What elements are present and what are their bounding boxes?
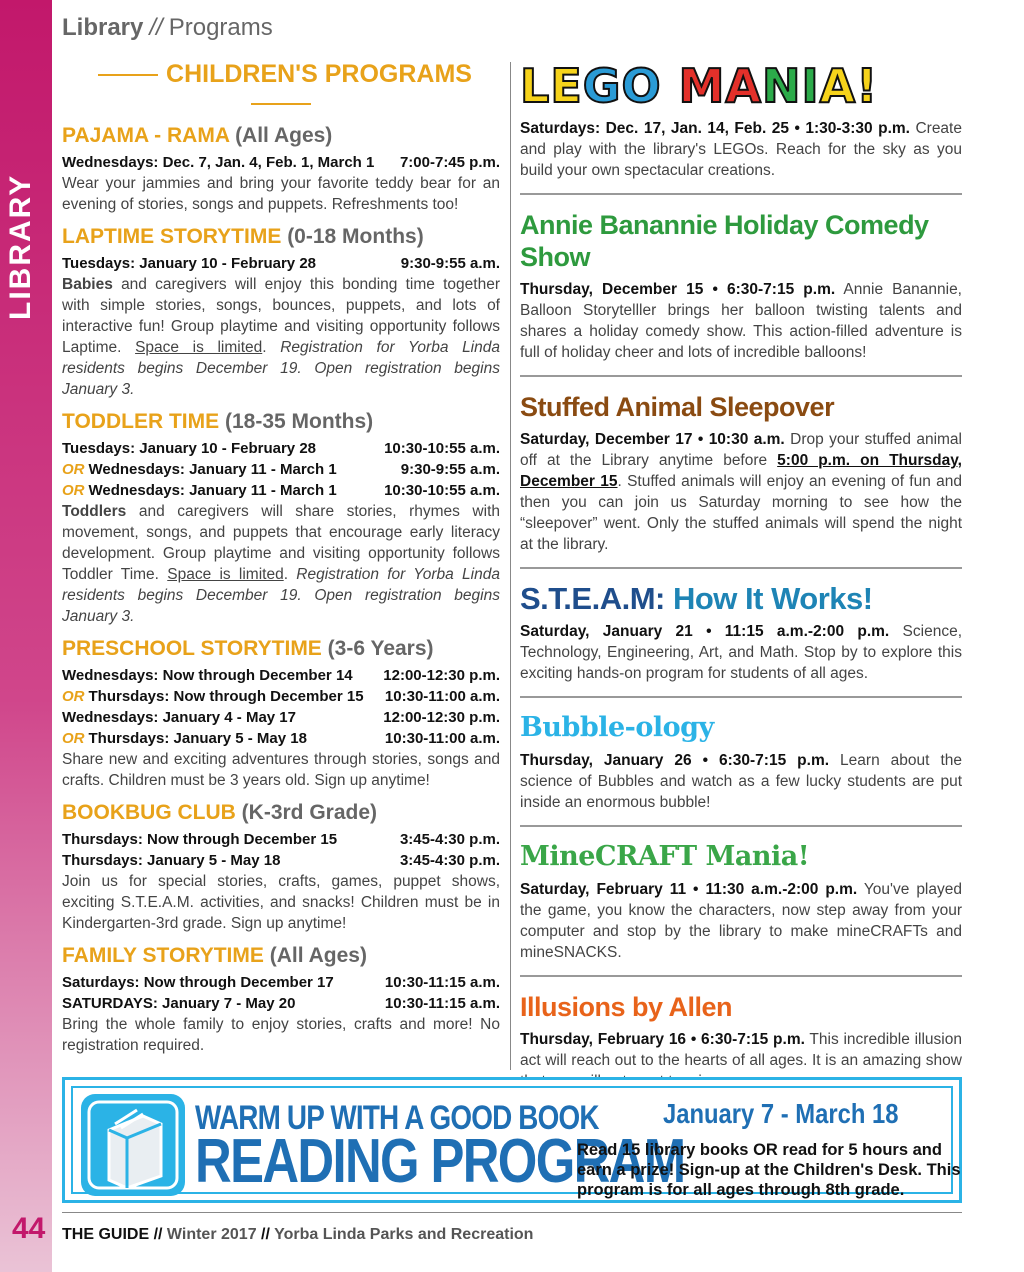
program-name: PRESCHOOL STORYTIME [62,637,322,660]
steam-title-a: S.T.E.A.M: [520,581,665,616]
schedule-day: Wednesdays: Dec. 7, Jan. 4, Feb. 1, March 1 [62,154,375,171]
book-icon [81,1094,185,1196]
schedule-day: Wednesdays: January 11 - March 1 [88,482,337,499]
column-divider [510,62,511,1070]
schedule-time: 10:30-11:15 a.m. [384,974,500,991]
schedule-time: 9:30-9:55 a.m. [400,255,500,272]
schedule-time: 10:30-11:00 a.m. [384,688,500,705]
dropoff-deadline: 5:00 p.m. on Thursday, December 15 [520,452,962,490]
sidebar [0,0,52,1272]
footer [62,1226,533,1244]
program-age: (All Ages) [269,944,367,967]
program-title [62,944,500,968]
schedule-day: Wednesdays: January 4 - May 17 [62,709,296,726]
event-description [520,879,962,963]
breadcrumb-page: Programs [168,14,273,41]
childrens-programs-column [62,60,500,1066]
schedule-day: Tuesdays: January 10 - February 28 [62,255,317,272]
event-lego-mania [520,60,962,195]
breadcrumb [62,14,273,42]
space-limited-note: Space is limited [135,339,263,356]
schedule-row [62,686,500,707]
schedule-time: 3:45-4:30 p.m. [399,831,500,848]
footer-sep-2: // [261,1226,270,1243]
event-text: Annie Banannie, Balloon Storytelller brings her balloon twisting talents and shares a holiday comedy show. This action-filled adventure is full of holiday cheer and lots of incredible balloons! [520,281,962,361]
or-label: OR [62,688,85,705]
schedule-day: Saturdays: Now through December 17 [62,974,334,991]
lego-letter: E [550,59,583,113]
steam-title-b: How It Works! [672,581,873,616]
schedule-time: 10:30-11:00 a.m. [384,730,500,747]
event-text: Create and play with the library's LEGOs. Reach for the sky as you build your own spectacular creations. [520,120,962,179]
lego-mania-logo [520,60,962,112]
schedule-time: 10:30-10:55 a.m. [384,440,500,457]
event-description [520,750,962,813]
lego-letter: A [819,59,857,113]
footer-guide: THE GUIDE [62,1226,150,1243]
lego-letter: G [582,59,622,113]
desc-text: and caregivers will enjoy this bonding time together with simple stories, songs, bounces, puppets, and lots of interactive fun! Group playtime and visiting opportunity follows Laptime. [62,276,500,356]
schedule-row [62,728,500,749]
event-text: Science, Technology, Engineering, Art, and Math. Stop by to explore this exciting hands-on program for students of all ages. [520,623,962,682]
program-name: TODDLER TIME [62,410,220,433]
event-text: Drop your stuffed animal off at the Library anytime before [520,431,962,469]
event-description [520,429,962,555]
event-title: Annie Banannie Holiday Comedy Show [520,210,929,272]
heading-rule-left [98,74,158,76]
schedule-row [62,993,500,1014]
schedule-day: SATURDAYS: January 7 - May 20 [62,995,296,1012]
registration-note: Registration for Yorba Linda residents begins December 19. Open registration begins January 3. [62,339,500,398]
schedule-row [62,438,500,459]
event-when: Saturdays: Dec. 17, Jan. 14, Feb. 25 • 1:30-3:30 p.m. [520,120,910,137]
breadcrumb-separator: // [149,14,163,41]
banner-dates: January 7 - March 18 [663,1098,899,1129]
program-preschool-storytime [62,637,500,791]
program-age: (K-3rd Grade) [241,801,378,824]
schedule-time: 10:30-11:15 a.m. [384,995,500,1012]
schedule-day: Wednesdays: Now through December 14 [62,667,353,684]
schedule-row [62,972,500,993]
schedule-day: Thursdays: January 5 - May 18 [88,730,307,747]
banner-text: Read 15 library books OR read for 5 hours and earn a prize! Sign-up at the Children's Desk. This program is for all ages through 8th grade. [577,1141,961,1199]
schedule-row [62,707,500,728]
schedule-day: Tuesdays: January 10 - February 28 [62,440,317,457]
program-name: PAJAMA - RAMA [62,124,230,147]
schedule-day: Thursdays: Now through December 15 [62,831,338,848]
schedule-row [62,850,500,871]
event-text: Learn about the science of Bubbles and watch as a few lucky students are put inside an enormous bubble! [520,752,963,811]
breadcrumb-section: Library [62,14,144,41]
heading-text: CHILDREN'S PROGRAMS [166,60,472,88]
space-limited-note: Space is limited [167,566,284,583]
schedule-row [62,459,500,480]
footer-org: Yorba Linda Parks and Recreation [274,1226,534,1243]
program-pajama-rama [62,124,500,215]
program-age: (18-35 Months) [224,410,374,433]
program-title [62,410,500,434]
footer-sep-1: // [153,1226,163,1243]
lego-letter: M [678,59,726,113]
program-name: LAPTIME STORYTIME [62,225,282,248]
event-description [520,621,962,684]
banner-line1: WARM UP WITH A GOOD BOOK [195,1099,599,1137]
event-text: This incredible illusion act will reach out to the hearts of all ages. It is an amazing show [520,1031,962,1069]
event-text-2: . Stuffed animals will enjoy an evening of fun and then you can join us Saturday morning to see how the “sleepover” went. Only the stuffed animals will spend the night at the library. [520,473,962,553]
event-when: Saturday, January 21 • 11:15 a.m.-2:00 p.m. [520,623,890,640]
page-number: 44 [12,1212,46,1245]
program-bookbug-club [62,801,500,934]
schedule-time: 12:00-12:30 p.m. [383,709,500,726]
event-title [520,583,962,615]
program-name: BOOKBUG CLUB [62,801,236,824]
program-title [62,801,500,825]
or-label: OR [62,482,85,499]
childrens-programs-heading [62,60,500,118]
program-title [62,124,500,148]
schedule-row [62,480,500,501]
event-when: Thursday, December 15 • 6:30-7:15 p.m. [520,281,836,298]
events-column [520,60,962,1118]
schedule-time: 3:45-4:30 p.m. [399,852,500,869]
program-description: Wear your jammies and bring your favorite teddy bear for an evening of stories, songs and puppets. Refreshments too! [62,175,500,213]
program-description: Share new and exciting adventures through stories, songs and crafts. Children must be 3 years old. Sign up anytime! [62,751,500,789]
event-annie-banannie [520,209,962,377]
registration-note: Registration for Yorba Linda residents begins December 19. Open registration begins January 3. [62,566,500,625]
footer-season: Winter 2017 [166,1226,257,1243]
program-description: Join us for special stories, crafts, games, puppet shows, exciting S.T.E.A.M. activities, and snacks! Children must be in Kindergarten-3rd grade. Sign up anytime! [62,873,500,932]
lego-letter: O [621,59,662,113]
program-age: (0-18 Months) [287,225,424,248]
event-title: Stuffed Animal Sleepover [520,392,835,422]
event-stuffed-animal-sleepover [520,391,962,569]
event-minecraft-mania [520,841,962,977]
event-description [520,118,962,181]
program-laptime-storytime [62,225,500,400]
program-name: FAMILY STORYTIME [62,944,264,967]
program-description: Babies and caregivers will enjoy this bonding time together with simple stories, songs, bounces, puppets, and lots of interactive fun! Group playtime and visiting opportunity follows Laptime. Space is limited. Registration for Yorba Linda residents begins December 19. Open registration begins January 3. [62,276,500,398]
event-description [520,279,962,363]
footer-rule [62,1212,962,1213]
banner-inner-border [71,1086,961,1199]
program-description: Toddlers and caregivers will share stories, rhymes with movement, songs, and puppets that encourage early literacy development. Group playtime and visiting opportunity follows Toddler Time. Space is limited. Registration for Yorba Linda residents begins December 19. Open registration begins January 3. [62,503,500,625]
lego-letter [662,59,679,113]
schedule-time: 7:00-7:45 p.m. [399,154,500,171]
schedule-day: Wednesdays: January 11 - March 1 [88,461,337,478]
lego-letter: A [725,59,763,113]
event-steam [520,583,962,698]
event-title: Illusions by Allen [520,992,733,1022]
program-toddler-time [62,410,500,627]
lego-letter: I [801,59,820,113]
event-title: Bubble-ology [520,712,714,743]
program-age: (All Ages) [235,124,333,147]
desc-bold: Babies [62,276,113,293]
sidebar-label: LIBRARY [4,173,37,321]
event-when: Saturday, December 17 • 10:30 a.m. [520,431,785,448]
schedule-row [62,665,500,686]
schedule-time: 9:30-9:55 a.m. [400,461,500,478]
event-when: Saturday, February 11 • 11:30 a.m.-2:00 p.m. [520,881,858,898]
banner-line2: READING PROGRAM [195,1127,685,1196]
event-text: You've played the game, you know the characters, now step away from your computer and stop by the library to make mineCRAFTs and mineSNACKS. [520,881,962,961]
event-title: MineCRAFT Mania! [520,841,810,872]
event-when: Thursday, February 16 • 6:30-7:15 p.m. [520,1031,805,1048]
lego-letter: ! [856,59,879,113]
lego-letter: N [762,59,802,113]
schedule-day: Thursdays: January 5 - May 18 [62,852,281,869]
schedule-row [62,253,500,274]
desc-text: and caregivers will share stories, rhymes with movement, songs, and puppets that encourage early literacy development. Group playtime and visiting opportunity follows Toddler Time. [62,503,500,583]
schedule-time: 12:00-12:30 p.m. [383,667,500,684]
schedule-day: Thursdays: Now through December 15 [88,688,364,705]
program-family-storytime [62,944,500,1056]
program-title [62,637,500,661]
schedule-row [62,829,500,850]
schedule-time: 10:30-10:55 a.m. [384,482,500,499]
or-label: OR [62,730,85,747]
program-description: Bring the whole family to enjoy stories, crafts and more! No registration required. [62,1016,500,1054]
program-title [62,225,500,249]
event-when: Thursday, January 26 • 6:30-7:15 p.m. [520,752,830,769]
desc-bold: Toddlers [62,503,127,520]
reading-program-banner [62,1077,962,1203]
program-age: (3-6 Years) [327,637,434,660]
event-bubble-ology [520,712,962,827]
schedule-row [62,152,500,173]
or-label: OR [62,461,85,478]
heading-rule-right [251,103,311,105]
lego-letter: L [520,59,551,113]
